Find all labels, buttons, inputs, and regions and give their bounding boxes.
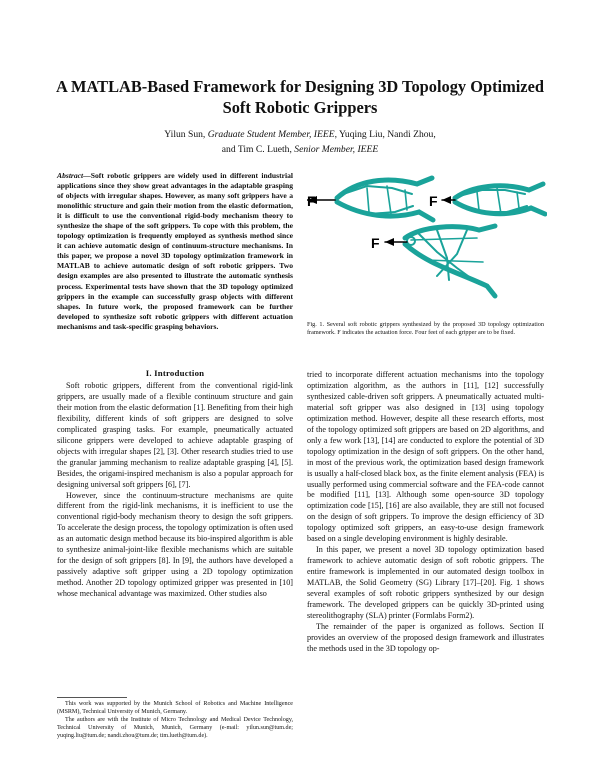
gripper-2	[442, 184, 545, 214]
force-arrow-head-3	[385, 238, 394, 246]
gripper-1-struts	[343, 186, 413, 214]
paragraph: The remainder of the paper is organized as follows. Section II provides an overview of the proposed design framework and illustrates the methods used in the 3D topology op-	[307, 621, 544, 653]
introduction-body	[57, 381, 293, 600]
paragraph: However, since the continuum-structure mechanisms are quite different from the rigid-link mechanisms, it is inefficient to use the conventional rigid-body mechanism theory to design the soft grippers. To accelerate the design process, the topology optimization is often used as an automatic design method because its bio-inspired algorithm is able to synthesize animal-joint-like flexible mechanisms which are suitable for the design of soft grippers [8]. In [9], the authors have developed a passively adaptive soft gripper using a 2D topology optimization method. Another 2D topology optimized gripper was presented in [10] whose mechanical advantage was maximized. Other studies also	[57, 490, 293, 599]
paragraph: tried to incorporate different actuation mechanisms into the topology optimization algorithm, as the authors in [11], [12] successfully synthesized cable-driven soft grippers. A pneumatically actuated multi-material soft gripper was also designed in [13] using topology optimization method. However, despite all these research efforts, most of the topology optimized soft grippers are based on 2D algorithms, and only a few work [13], [14] are conducted to explore the potential of 3D topology optimization in the design of soft grippers. On the other hand, in most of the previous work, the optimization based design framework is usually a half-closed black box, as the finite element analysis (FEA) is usually performed using commercial software and the FEA-code cannot be modified [11], [13]. Although some open-source 3D topology optimization code [15], [16] are also available, they are still not focused on the design of soft grippers. To improve the design efficiency of 3D topology optimized soft grippers, an easy-to-use design framework based on a single developing environment is highly desirable.	[307, 370, 544, 544]
abstract	[57, 171, 293, 332]
abstract-label: Abstract	[57, 171, 84, 180]
paragraph: In this paper, we present a novel 3D topology optimization based framework to achieve automatic design of soft robotic grippers. The entire framework is implemented in our automated design toolbox in MATLAB, the Solid Geometry (SG) Library [17]–[20]. Fig. 1 shows several examples of soft robotic grippers synthesized by our design framework. The developed grippers can be quickly 3D-printed using stereolithography (SLA) printer (Formlabs Form2).	[307, 545, 544, 620]
footnote-rule	[57, 697, 127, 698]
gripper-3-hub	[407, 237, 415, 245]
author-role-1: Graduate Student Member, IEEE	[207, 129, 335, 140]
gripper-1-lower-jaw	[337, 202, 433, 220]
gripper-1	[307, 178, 433, 220]
footnote	[57, 701, 293, 741]
paper-title	[40, 76, 560, 118]
author-role-2: Senior Member, IEEE	[294, 144, 379, 155]
gripper-3	[385, 226, 495, 296]
right-column-body	[307, 370, 544, 655]
force-label-3: F	[371, 235, 380, 251]
author-names-2: and Tim C. Lueth,	[221, 144, 292, 155]
title-line-2: Soft Robotic Grippers	[222, 98, 378, 117]
figure-1-caption: Fig. 1. Several soft robotic grippers synthesized by the proposed 3D topology optimization framework. F indicates the actuation force. Four feet of each gripper are to be fixed.	[307, 321, 544, 337]
title-line-1: A MATLAB-Based Framework for Designing 3D Topology Optimized	[56, 77, 544, 96]
gripper-3-upper-jaw	[405, 226, 495, 238]
author-names-rest: , Yuqing Liu, Nandi Zhou,	[334, 129, 436, 140]
force-label-1: F	[307, 193, 316, 209]
section-heading-introduction: I. Introduction	[145, 368, 205, 378]
author-names-1: Yilun Sun,	[164, 129, 206, 140]
force-arrow-head-2	[442, 196, 451, 204]
footnote-affiliation: The authors are with the Institute of Micro Technology and Medical Device Technology, Technical University of Munich, Munich, Germany (e-mail: yilun.sun@tum.de; yuqing.liu@tum.de; nandi.zhou@tum.de; tim.lueth@tum.de).	[57, 716, 293, 739]
paragraph: Soft robotic grippers, different from the conventional rigid-link grippers, are usually made of a flexible continuum structure and gain their motion from the elastic deformation [1]. Benefiting from their high flexibility, different kinds of soft grippers are designed to solve complicated grasping tasks. For example, pneumatically actuated silicone grippers were developed to achieve adaptable grasping of objects with irregular shapes [2], [3]. Other research studies tried to use the granular jamming mechanism to realize adaptable grasping [4], [5]. Besides, the origami-inspired mechanism is also a popular approach for designing universal soft grippers [6], [7].	[57, 381, 293, 489]
footnote-funding: This work was supported by the Munich School of Robotics and Machine Intelligence (MSRM), Technical University of Munich, Germany.	[57, 701, 293, 715]
gripper-3-lower-jaw	[405, 244, 495, 296]
gripper-illustration	[307, 168, 547, 316]
abstract-text: —Soft robotic grippers are widely used in different industrial applications since they show great advantages in the adaptable grasping of objects with irregular shapes. However, as many soft grippers have a monolithic structure and gain their motion from the elastic deformation, it is difficult to use the conventional rigid-body mechanism theory to synthesize the shape of the soft grippers. To cope with this problem, the topology optimization is frequently employed as synthesis method since it can achieve automatic design of continuum-structure mechanisms. In this paper, we propose a novel 3D topology optimization framework in MATLAB to achieve automatic design of soft robotic grippers. Two design examples are also presented to illustrate the automatic synthesis process. Experimental tests have shown that the 3D topology optimized grippers in the example can successfully grasp objects with different shapes. In future work, the proposed framework can be further developed to synthesize soft robotic grippers with different actuation mechanisms and task-specific grasping behaviors.	[57, 171, 293, 331]
force-label-2: F	[429, 193, 438, 209]
author-list	[80, 127, 520, 157]
figure-1	[307, 168, 547, 316]
